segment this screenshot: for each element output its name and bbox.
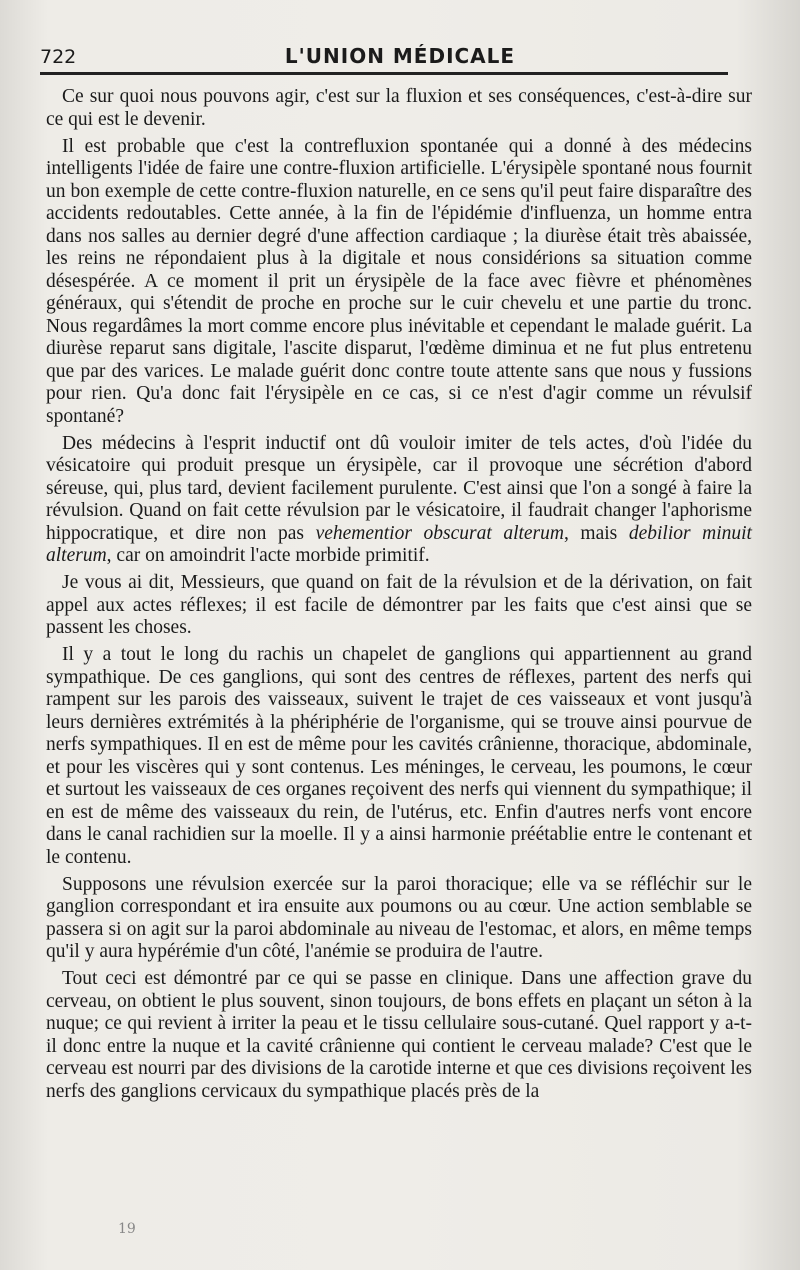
paragraph: Il est probable que c'est la contrefluxion spontanée qui a donné à des médecins intelligents l'idée de faire une contre-fluxion artificielle. L'érysipèle spontané nous fournit un bon exemple de cette contre-fluxion naturelle, en ce sens qu'il peut faire disparaître des accidents redoutables. Cette année, à la fin de l'épidémie d'influenza, un homme entra dans nos salles au dernier degré d'une affection cardiaque ; la diurèse était très abaissée, les reins ne répondaient plus à la digitale et nous considérions sa situation comme désespérée. A ce moment il prit un érysipèle de la face avec fièvre et phénomènes généraux, qui s'étendit de proche en proche sur le cuir chevelu et une partie du tronc. Nous regardâmes la mort comme encore plus inévitable et cependant le malade guérit. La diurèse reparut sans digitale, l'ascite disparut, l'œdème diminua et ne fut plus entretenu que par des varices. Le malade guérit donc contre toute attente sans que nous y fussions pour rien. Qu'a donc fait l'érysipèle en ce cas, si ce n'est d'agir comme un révulsif spontané? xyxy=(46,135,752,427)
paragraph: Il y a tout le long du rachis un chapelet de ganglions qui appartiennent au grand sympathique. De ces ganglions, qui sont des centres de réflexes, partent des nerfs qui rampent sur les parois des vaisseaux, suivent le trajet de ces vaisseaux et vont jusqu'à leurs dernières extrémités à la phériphérie de l'organisme, qui se trouve ainsi pourvue de nerfs sympathiques. Il en est de même pour les cavités crânienne, thoracique, abdominale, et pour les viscères qui y sont contenus. Les méninges, le cerveau, les poumons, le cœur et surtout les vaisseaux de ces organes reçoivent des nerfs qui viennent du sympathique; il en est de même des vaisseaux du rein, de l'utérus, etc. Enfin d'autres nerfs vont encore dans le canal rachidien sur la moelle. Il y a ainsi harmonie préétablie entre le contenant et le contenu. xyxy=(46,644,752,868)
page-header xyxy=(40,40,760,70)
paragraph-text: , car on amoindrit l'acte morbide primitif. xyxy=(106,545,430,566)
paragraph: Ce sur quoi nous pouvons agir, c'est sur la fluxion et ses conséquences, c'est-à-dire sur ce qui est le devenir. xyxy=(46,86,752,130)
paragraph-text: , mais xyxy=(563,522,629,544)
paragraph: Tout ceci est démontré par ce qui se passe en clinique. Dans une affection grave du cerveau, on obtient le plus souvent, sinon toujours, de bons effets en plaçant un séton à la nuque; ce qui revient à irriter la peau et le tissu cellulaire sous-cutané. Quel rapport y a-t-il donc entre la nuque et la cavité crânienne qui contient le cerveau malade? C'est que le cerveau est nourri par des divisions de la carotide interne et que ces divisions reçoivent les nerfs des ganglions cervicaux du sympathique placés près de la xyxy=(46,968,752,1102)
signature-mark: 19 xyxy=(118,1221,136,1237)
running-title: L'UNION MÉDICALE xyxy=(284,44,516,68)
latin-phrase: vehementior obscurat alterum xyxy=(315,522,564,544)
paragraph: Supposons une révulsion exercée sur la paroi thoracique; elle va se réfléchir sur le ganglion correspondant et ira ensuite aux poumons ou au cœur. Une action semblable se passera si on agit sur la paroi abdominale au niveau de l'estomac, et alors, en même temps qu'il y aura hypérémie d'un côté, l'anémie se produira de l'autre. xyxy=(46,873,752,962)
paragraph-text: Des médecins à l'esprit inductif ont dû vouloir imiter de tels actes, d'où l'idée du vésicatoire qui produit presque un érysipèle, car il provoque une sécrétion d'abord séreuse, qui, plus tard, devient facilement purulente. C'est ainsi que l'on a songé à faire la révulsion. Quand on fait cette révulsion par le vésicatoire, il faudrait changer l'aphorisme hippocratique, et dire non pas xyxy=(46,432,752,544)
page-number: 722 xyxy=(40,46,77,68)
paragraph: Je vous ai dit, Messieurs, que quand on fait de la révulsion et de la dérivation, on fait appel aux actes réflexes; il est facile de démontrer par les faits que c'est ainsi que se passent les choses. xyxy=(46,572,752,638)
header-rule xyxy=(40,72,728,75)
latin-phrase: debilior minuit alterum xyxy=(46,522,752,566)
article-body xyxy=(46,86,752,1108)
paragraph-with-latin xyxy=(46,433,752,568)
